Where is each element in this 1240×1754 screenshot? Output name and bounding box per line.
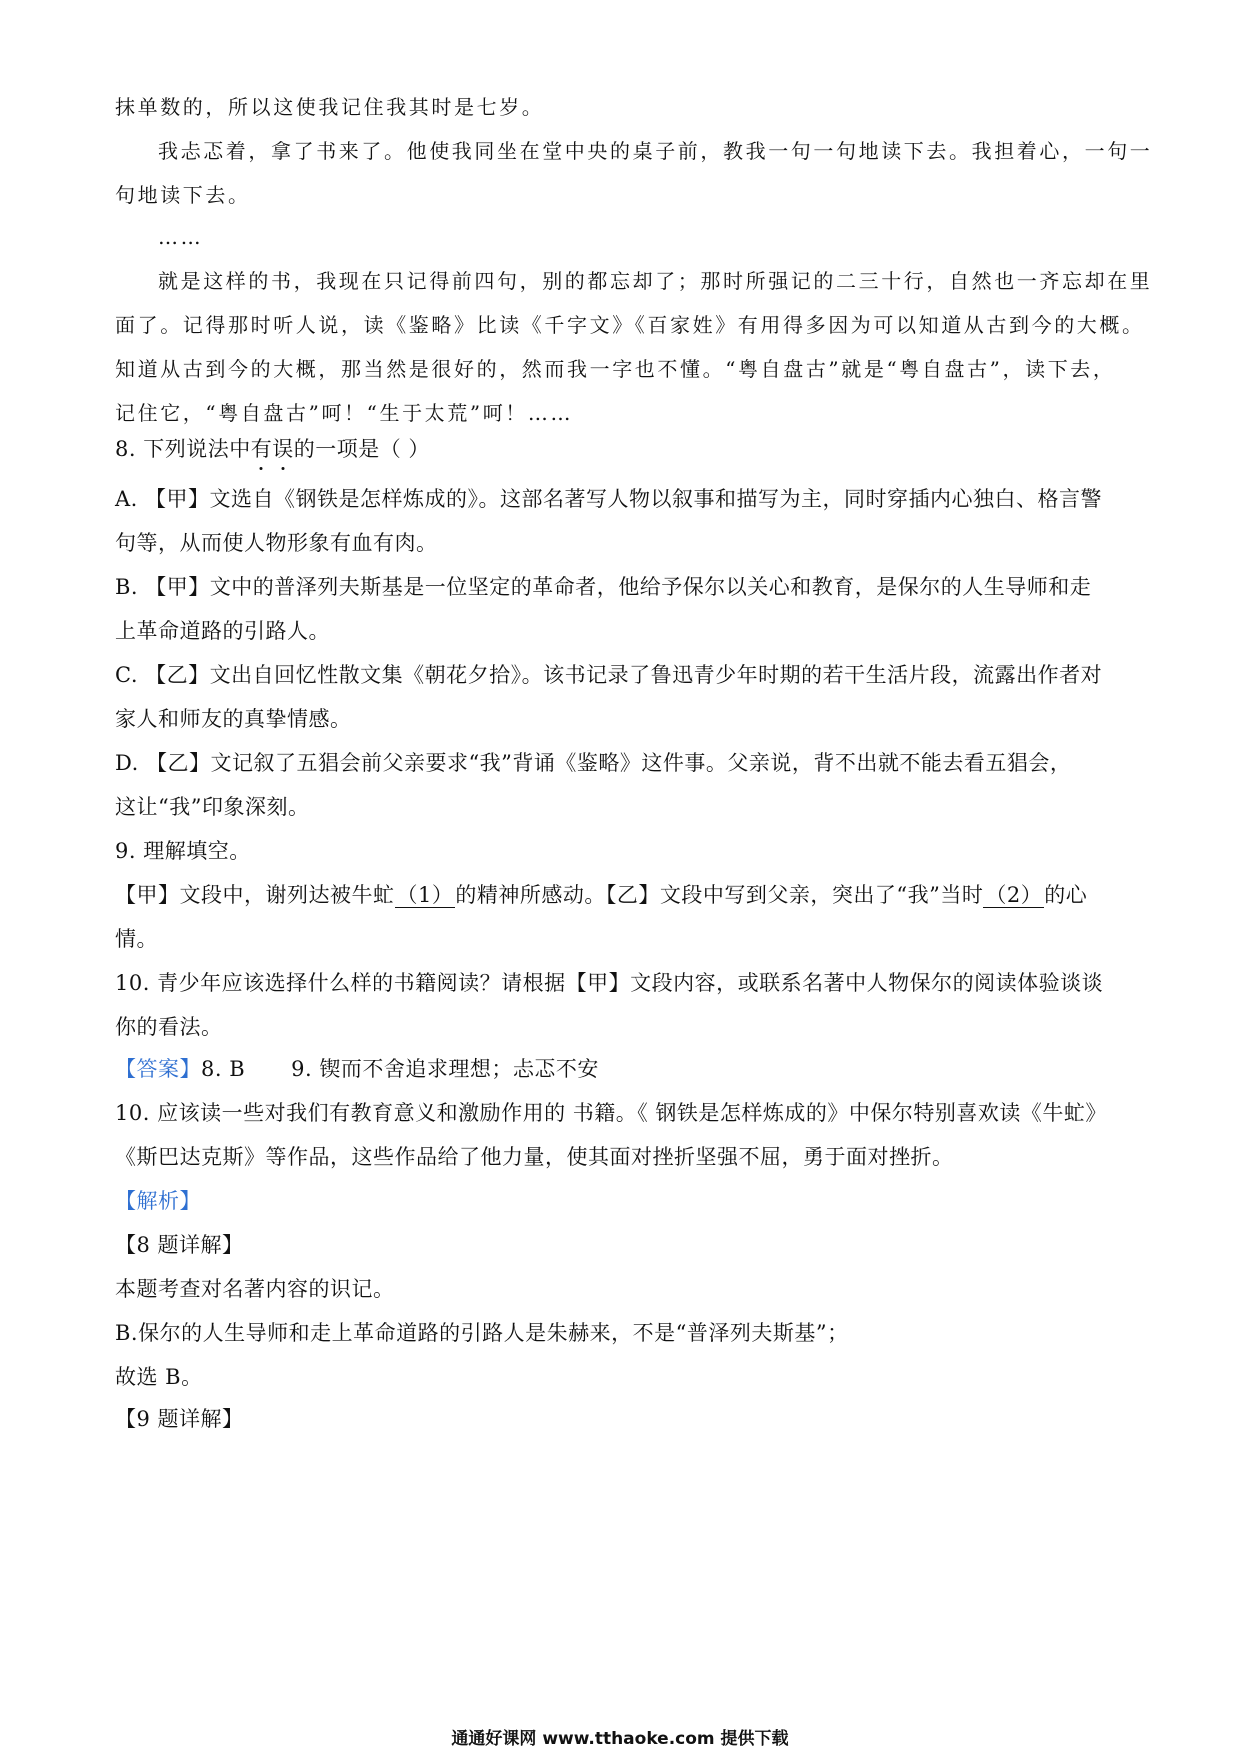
option-b-cont: 上革命道路的引路人。 bbox=[115, 619, 330, 643]
passage-line: 句地读下去。 bbox=[115, 183, 251, 207]
detail-9-heading: 【9 题详解】 bbox=[115, 1407, 244, 1431]
blank-2: （2） bbox=[985, 883, 1043, 907]
option-b: B. 【甲】文中的普泽列夫斯基是一位坚定的革命者，他给予保尔以关心和教育，是保尔的人生导师和走 bbox=[115, 575, 1092, 599]
passage-line: 抹单数的，所以这使我记住我其时是七岁。 bbox=[115, 95, 545, 119]
question-9-text-cont: 情。 bbox=[115, 927, 158, 951]
emphasis-char: 有 bbox=[251, 434, 273, 464]
analysis-text: 本题考查对名著内容的识记。 bbox=[115, 1277, 395, 1301]
analysis-label: 【解析】 bbox=[115, 1189, 201, 1213]
question-8-stem: 8. 下列说法中有误的一项是（ ） bbox=[115, 434, 430, 464]
passage-ellipsis: …… bbox=[158, 225, 204, 249]
passage-line: 知道从古到今的大概，那当然是很好的，然而我一字也不懂。“粤自盘古”就是“粤自盘古”，读下去， bbox=[115, 357, 1116, 381]
passage-line: 我忐忑着，拿了书来了。他使我同坐在堂中央的桌子前，教我一句一句地读下去。我担着心，一句一 bbox=[158, 139, 1153, 163]
option-c: C. 【乙】文出自回忆性散文集《朝花夕拾》。该书记录了鲁迅青少年时期的若干生活片段，流露出作者对 bbox=[115, 663, 1103, 687]
passage-line: 记住它，“粤自盘古”呵！“生于太荒”呵！…… bbox=[115, 401, 574, 425]
answer-line bbox=[115, 1054, 599, 1084]
question-9-title: 9. 理解填空。 bbox=[115, 839, 251, 863]
answer-8: 8. B bbox=[201, 1057, 246, 1081]
answer-9: 9. 锲而不舍追求理想；忐忑不安 bbox=[291, 1057, 599, 1081]
option-a: A. 【甲】文选自《钢铁是怎样炼成的》。这部名著写人物以叙事和描写为主，同时穿插内心独白、格言警 bbox=[115, 487, 1103, 511]
answer-10: 10. 应该读一些对我们有教育意义和激励作用的 书籍。《 钢铁是怎样炼成的》中保尔特别喜欢读《牛虻》 bbox=[115, 1101, 1107, 1125]
analysis-text: 故选 B。 bbox=[115, 1365, 203, 1389]
option-c-cont: 家人和师友的真挚情感。 bbox=[115, 707, 352, 731]
answer-10-cont: 《斯巴达克斯》等作品，这些作品给了他力量，使其面对挫折坚强不屈，勇于面对挫折。 bbox=[115, 1145, 954, 1169]
option-a-cont: 句等，从而使人物形象有血有肉。 bbox=[115, 531, 438, 555]
footer-source: 通通好课网 www.tthaoke.com 提供下载 bbox=[451, 1729, 789, 1749]
question-10: 10. 青少年应该选择什么样的书籍阅读？请根据【甲】文段内容，或联系名著中人物保尔的阅读体验谈谈 bbox=[115, 971, 1104, 995]
question-10-cont: 你的看法。 bbox=[115, 1015, 223, 1039]
passage-line: 面了。记得那时听人说，读《鉴略》比读《千字文》《百家姓》有用得多因为可以知道从古到今的大概。 bbox=[115, 313, 1145, 337]
answer-label: 【答案】 bbox=[115, 1057, 201, 1081]
emphasis-char: 误 bbox=[272, 434, 294, 464]
passage-line: 就是这样的书，我现在只记得前四句，别的都忘却了；那时所强记的二三十行，自然也一齐忘却在里 bbox=[158, 269, 1153, 293]
blank-1: （1） bbox=[396, 883, 454, 907]
question-9-text: 【甲】文段中，谢列达被牛虻（1）的精神所感动。【乙】文段中写到父亲，突出了“我”当时（2）的心 bbox=[115, 883, 1088, 907]
option-d-cont: 这让“我”印象深刻。 bbox=[115, 795, 310, 819]
detail-8-heading: 【8 题详解】 bbox=[115, 1233, 244, 1257]
option-d: D. 【乙】文记叙了五猖会前父亲要求“我”背诵《鉴略》这件事。父亲说，背不出就不能去看五猖会， bbox=[115, 751, 1072, 775]
analysis-text: B.保尔的人生导师和走上革命道路的引路人是朱赫来，不是“普泽列夫斯基”； bbox=[115, 1321, 849, 1345]
